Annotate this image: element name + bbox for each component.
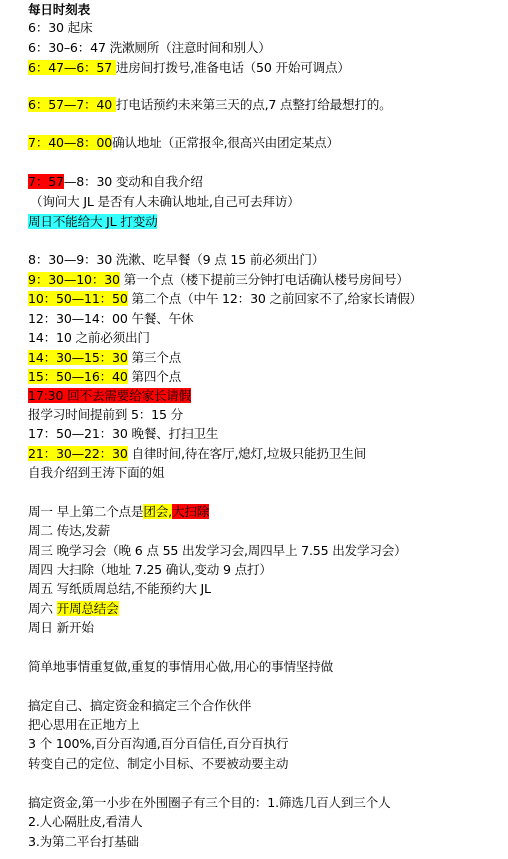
line-text: 周日 新开始 [28, 620, 94, 635]
line-text: 6：30–6：47 洗漱厕所（注意时间和别人） [28, 40, 271, 55]
line-text: 报学习时间提前到 5：15 分 [28, 407, 183, 422]
schedule-line [28, 58, 350, 78]
highlighted-text: 21：30—22：30 [28, 446, 128, 461]
schedule-line [28, 212, 157, 232]
line-text: 进房间打拨号,准备电话（50 开始可调点） [115, 60, 350, 75]
schedule-line [28, 696, 251, 716]
schedule-line [28, 270, 409, 290]
line-text: 8：30—9：30 洗漱、吃早餐（9 点 15 前必须出门） [28, 252, 325, 267]
line-text: 周三 晚学习会（晚 6 点 55 出发学习会,周四早上 7.55 出发学习会） [28, 543, 407, 558]
schedule-line [28, 657, 333, 677]
highlighted-text: 团会, [143, 504, 172, 519]
line-text: 14：10 之前必须出门 [28, 330, 150, 345]
schedule-line [28, 405, 183, 425]
line-text: 第一个点（楼下提前三分钟打电话确认楼号房间号） [119, 272, 409, 287]
highlighted-text: 6：57—7：40 [28, 97, 116, 112]
schedule-line [28, 521, 110, 541]
line-text: 搞定自己、搞定资金和搞定三个合作伙伴 [28, 698, 252, 713]
schedule-line [28, 734, 288, 754]
line-text: 3 个 100%,百分百沟通,百分百信任,百分百执行 [28, 736, 289, 751]
line-text: 6：30 起床 [28, 20, 93, 35]
schedule-line [28, 386, 191, 406]
schedule-line [28, 579, 211, 599]
schedule-line [28, 95, 392, 115]
line-text: 自律时间,待在客厅,熄灯,垃圾只能扔卫生间 [127, 446, 366, 461]
line-text: 17：50—21：30 晚餐、打扫卫生 [28, 426, 219, 441]
line-text: 2.人心隔肚皮,看清人 [28, 814, 143, 829]
schedule-line [28, 754, 288, 774]
highlighted-text: 开周总结会 [56, 601, 119, 616]
highlighted-text: 9：30—10：30 [28, 272, 120, 287]
highlighted-text: 17:30 回不去需要给家长请假 [28, 388, 192, 403]
schedule-line [28, 348, 181, 368]
line-text: 第四个点 [127, 369, 182, 384]
highlighted-text: 15：50—16：40 [28, 369, 128, 384]
schedule-line [28, 444, 366, 464]
highlighted-text: 14：30—15：30 [28, 350, 128, 365]
schedule-line [28, 289, 422, 309]
schedule-line [28, 618, 94, 638]
line-text: 周六 [28, 601, 57, 616]
schedule-line [28, 560, 272, 580]
highlighted-text: 6：47—6：57 [28, 60, 116, 75]
line-text: 第二个点（中午 12：30 之前回家不了,给家长请假） [127, 291, 423, 306]
line-text: 确认地址（正常报伞,很高兴由团定某点） [112, 135, 339, 150]
highlighted-text: 7：57 [28, 174, 64, 189]
schedule-line [28, 328, 150, 348]
schedule-line [28, 18, 92, 38]
line-text: 12：30—14：00 午餐、午休 [28, 311, 194, 326]
highlighted-text: 大扫除 [171, 504, 210, 519]
line-text: 3.为第二平台打基础 [28, 834, 139, 849]
schedule-line [28, 832, 139, 852]
line-text: 搞定资金,第一小步在外围圈子有三个目的：1.筛选几百人到三个人 [28, 795, 391, 810]
schedule-line [28, 250, 324, 270]
line-text: —8：30 变动和自我介绍 [63, 174, 203, 189]
line-text: 简单地事情重复做,重复的事情用心做,用心的事情坚持做 [28, 659, 334, 674]
document-title: 每日时刻表 [28, 2, 90, 17]
line-text: 打电话预约未来第三天的点,7 点整打给最想打的。 [115, 97, 392, 112]
line-text: 周四 大扫除（地址 7.25 确认,变动 9 点打） [28, 562, 272, 577]
schedule-line [28, 715, 140, 735]
line-text: 第三个点 [127, 350, 182, 365]
schedule-line [28, 424, 218, 444]
highlighted-text: 周日不能给大 JL 打变动 [28, 214, 158, 229]
schedule-line [28, 793, 390, 813]
line-text: 周一 早上第二个点是 [28, 504, 144, 519]
schedule-line [28, 463, 164, 483]
line-text: （询问大 JL 是否有人未确认地址,自己可去拜访） [30, 194, 300, 209]
schedule-line [28, 599, 119, 619]
schedule-line [28, 812, 143, 832]
schedule-line [28, 133, 339, 153]
schedule-line [28, 367, 181, 387]
line-text: 把心思用在正地方上 [28, 717, 140, 732]
highlighted-text: 10：50—11：50 [28, 291, 128, 306]
highlighted-text: 7：40—8：00 [28, 135, 113, 150]
line-text: 周五 写纸质周总结,不能预约大 JL [28, 581, 211, 596]
schedule-line [28, 309, 193, 329]
schedule-line [30, 192, 300, 212]
schedule-line [28, 502, 209, 522]
line-text: 周二 传达,发薪 [28, 523, 110, 538]
schedule-line [28, 38, 271, 58]
schedule-line [28, 172, 203, 192]
line-text: 自我介绍到王涛下面的姐 [28, 465, 165, 480]
schedule-line [28, 541, 407, 561]
line-text: 转变自己的定位、制定小目标、不要被动要主动 [28, 756, 289, 771]
